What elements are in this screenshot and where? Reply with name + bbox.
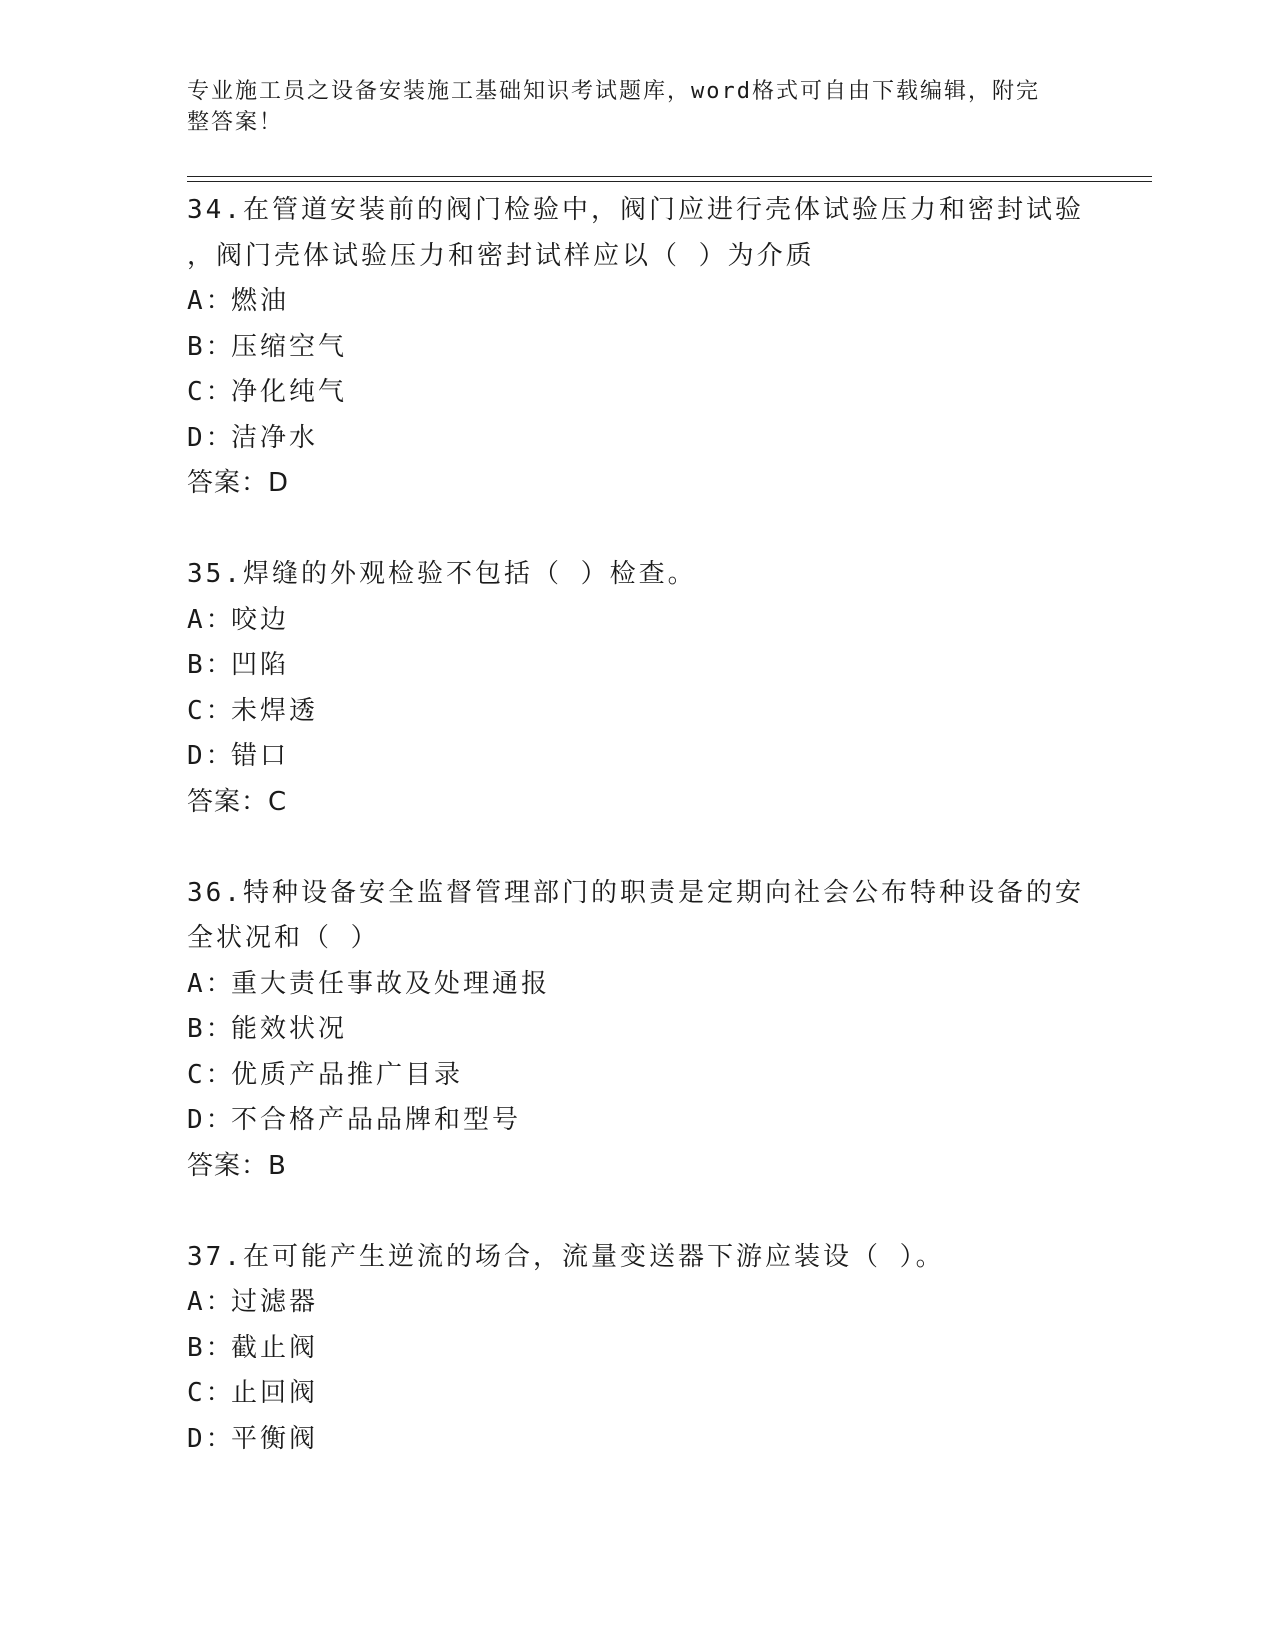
option-text: 未焊透 [231,695,319,726]
question-title: 35.焊缝的外观检验不包括（ ）检查。 [187,559,697,589]
answer-line: 答案：B [187,1150,287,1181]
option-text: 凹陷 [231,650,290,680]
question-35 [187,552,1087,825]
header-line-2: 整答案！ [187,110,284,135]
option-d [187,1417,1087,1463]
option-key: D： [187,422,235,453]
option-text: 截止阀 [231,1332,319,1363]
option-text: 过滤器 [231,1287,319,1317]
question-list [187,188,1087,1462]
option-key: C： [187,695,235,726]
option-d [187,1098,1087,1144]
answer-line: 答案：C [187,786,288,817]
spacer [187,1189,1087,1235]
question-title: 37.在可能产生逆流的场合，流量变送器下游应装设（ ）。 [187,1241,945,1272]
document-header [187,76,1077,138]
option-d [187,416,1087,462]
option-a [187,598,1087,644]
option-key: B： [187,650,235,680]
option-text: 咬边 [231,604,290,635]
option-text: 平衡阀 [231,1423,319,1454]
option-text: 净化纯气 [231,377,348,407]
option-b [187,1007,1087,1053]
option-text: 燃油 [231,286,290,316]
option-text: 不合格产品品牌和型号 [231,1105,522,1135]
option-key: C： [187,1378,235,1408]
option-c [187,1371,1087,1417]
option-key: A： [187,1287,235,1317]
question-title-continued: ，阀门壳体试验压力和密封试样应以（ ）为介质 [187,240,815,271]
option-text: 错口 [231,741,290,771]
option-d [187,734,1087,780]
question-37 [187,1235,1087,1463]
header-divider-bottom [187,181,1152,182]
spacer [187,825,1087,871]
answer-line: 答案：D [187,468,290,498]
option-c [187,689,1087,735]
option-key: D： [187,741,235,771]
option-key: B： [187,1332,235,1363]
option-text: 止回阀 [231,1378,319,1408]
option-c [187,370,1087,416]
option-key: A： [187,286,235,316]
spacer [187,507,1087,553]
option-key: A： [187,968,235,999]
question-title-continued: 全状况和（ ） [187,923,380,953]
option-text: 能效状况 [231,1014,348,1044]
question-title: 34.在管道安装前的阀门检验中，阀门应进行壳体试验压力和密封试验 [187,195,1084,225]
option-b [187,643,1087,689]
option-key: C： [187,1059,235,1090]
question-34 [187,188,1087,507]
header-line-1: 专业施工员之设备安装施工基础知识考试题库，word格式可自由下载编辑，附完 [187,79,1040,104]
option-a [187,962,1087,1008]
question-36 [187,871,1087,1190]
option-key: B： [187,331,235,362]
question-title: 36.特种设备安全监督管理部门的职责是定期向社会公布特种设备的安 [187,877,1084,908]
option-key: B： [187,1014,235,1044]
option-b [187,325,1087,371]
option-b [187,1326,1087,1372]
option-a [187,1280,1087,1326]
header-divider-top [187,176,1152,177]
option-a [187,279,1087,325]
option-text: 压缩空气 [231,331,348,362]
option-key: C： [187,377,235,407]
option-key: D： [187,1105,235,1135]
option-text: 优质产品推广目录 [231,1059,464,1090]
option-key: A： [187,604,235,635]
option-text: 洁净水 [231,422,319,453]
option-key: D： [187,1423,235,1454]
option-text: 重大责任事故及处理通报 [231,968,551,999]
option-c [187,1053,1087,1099]
